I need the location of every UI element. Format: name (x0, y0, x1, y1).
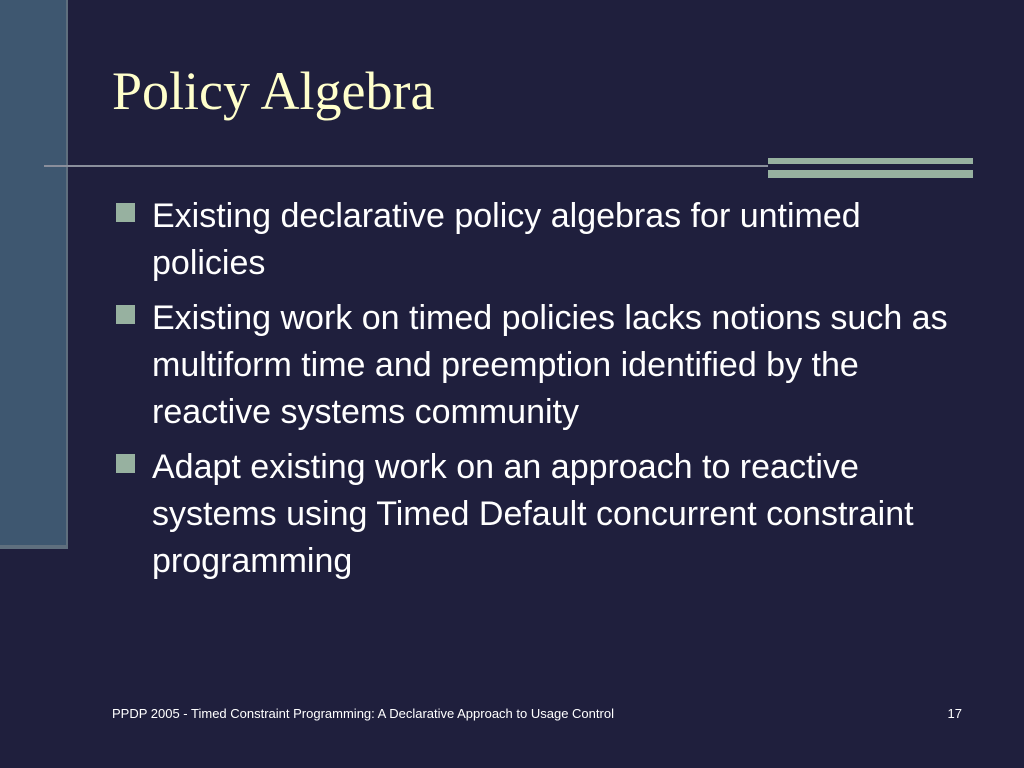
divider-accent-top (768, 158, 973, 164)
slide-title: Policy Algebra (112, 61, 435, 121)
bullet-item (116, 193, 976, 287)
bullet-item (116, 295, 976, 436)
left-bar-shadow (0, 545, 68, 549)
square-bullet-icon (116, 305, 135, 324)
left-decorative-bar (0, 0, 66, 545)
bullet-text: Existing work on timed policies lacks notions such as multiform time and preemption identified by the reactive systems community (152, 299, 948, 431)
title-divider (44, 165, 768, 167)
square-bullet-icon (116, 203, 135, 222)
bullet-text: Adapt existing work on an approach to reactive systems using Timed Default concurrent constraint programming (152, 448, 914, 580)
left-bar-edge (66, 0, 68, 549)
bullet-text: Existing declarative policy algebras for untimed policies (152, 197, 861, 282)
square-bullet-icon (116, 454, 135, 473)
page-number: 17 (947, 706, 962, 721)
divider-accent-bottom (768, 170, 973, 178)
bullet-list (116, 193, 976, 593)
slide-footer: PPDP 2005 - Timed Constraint Programming: A Declarative Approach to Usage Control (112, 706, 614, 721)
bullet-item (116, 444, 976, 585)
